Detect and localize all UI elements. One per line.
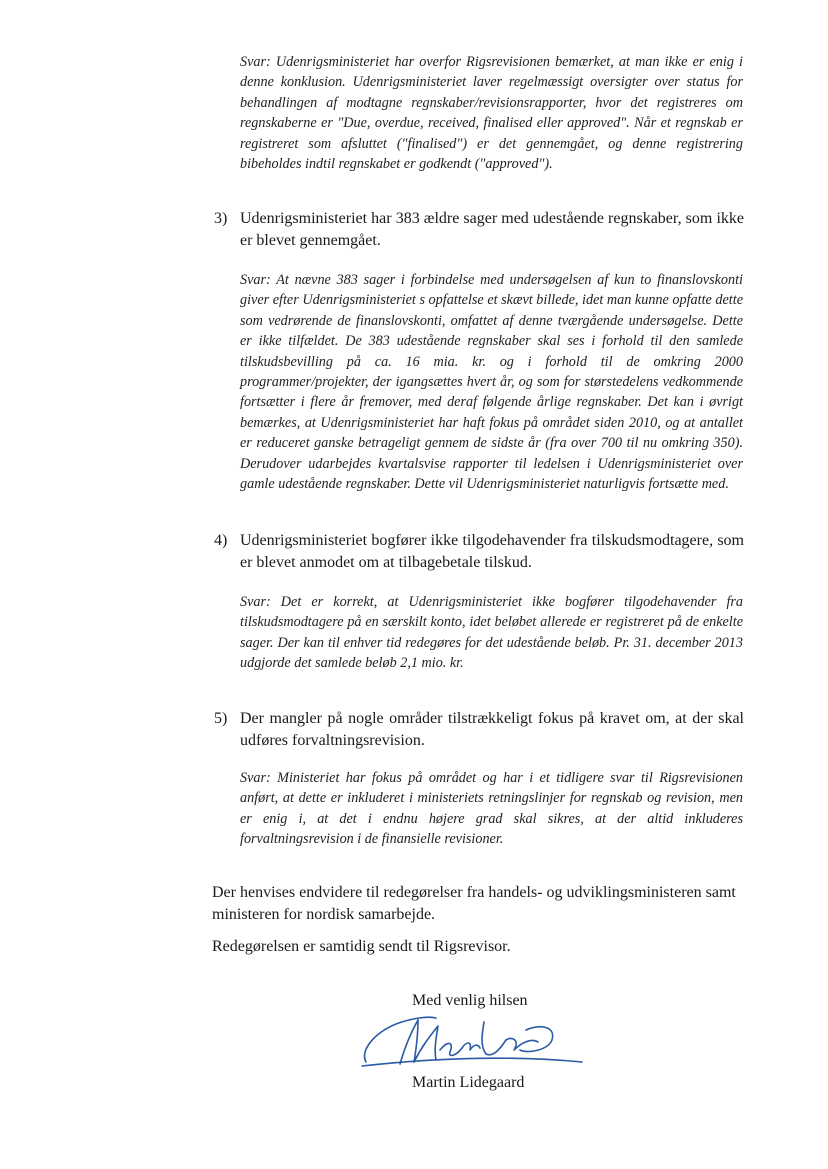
closing-paragraph: Der henvises endvidere til redegørelser fra handels- og udviklingsministeren samt ministeren for nordisk samarbejde. [212,884,736,923]
greeting: Med venlig hilsen [412,992,528,1009]
item-text: Udenrigsministeriet bogfører ikke tilgodehavender fra tilskudsmodtagere, som er blevet anmodet om at tilbagebetale tilskud. [240,532,744,571]
item-number: 5) [214,710,228,727]
signer-name: Martin Lidegaard [412,1074,525,1091]
numbered-item [214,708,744,754]
closing-paragraph: Redegørelsen er samtidig sendt til Rigsrevisor. [212,938,511,955]
numbered-item [214,530,744,576]
signature [356,1006,586,1070]
answer-paragraph: Svar: Ministeriet har fokus på området og har i et tidligere svar til Rigsrevisionen anført, at dette er inkluderet i ministeriets retningslinjer for regnskab og revision, men er enig i, at det i endnu højere grad skal sikres, at der altid inkluderes forvaltningsrevision i de finansielle revisioner. [240,770,743,848]
answer-paragraph: Svar: Det er korrekt, at Udenrigsministeriet ikke bogfører tilgodehavender fra tilskudsmodtagere på en særskilt konto, idet beløbet allerede er registreret på de enkelte sager. Der kan til enhver tid redegøres for det udestående beløb. Pr. 31. december 2013 udgjorde det samlede beløb 2,1 mio. kr. [240,594,743,672]
answer-paragraph: Svar: At nævne 383 sager i forbindelse med undersøgelsen af kun to finanslovskonti giver efter Udenrigsministeriet s opfattelse et skævt billede, idet man kunne opfatte dette som vedrørende de finanslovskonti, omfattet af denne tværgående undersøgelse. Dette er ikke tilfældet. De 383 udestående regnskaber skal ses i forhold til den samlede tilskudsbevilling på ca. 16 mia. kr. og i forhold til de omkring 2000 programmer/projekter, der igangsættes hvert år, og som for størstedelens vedkommende fortsætter i flere år fremover, med deraf følgende årlige regnskaber. Det kan i øvrigt bemærkes, at Udenrigsministeriet har haft fokus på området siden 2010, og at antallet er reduceret ganske betrageligt gennem de sidste år (fra over 700 til nu omkring 350). Derudover udarbejdes kvartalsvise rapporter til ledelsen i Udenrigsministeriet over gamle udestående regnskaber. Dette vil Udenrigsministeriet naturligvis fortsætte med. [240,272,743,493]
item-number: 4) [214,532,228,549]
item-number: 3) [214,210,228,227]
numbered-item [214,208,744,254]
answer-paragraph: Svar: Udenrigsministeriet har overfor Rigsrevisionen bemærket, at man ikke er enig i denne konklusion. Udenrigsministeriet laver regelmæssigt oversigter over status for behandlingen af modtagne regnskaber/revisionsrapporter, hvor det registreres om regnskaberne er "Due, overdue, received, finalised eller approved". Når et regnskab er registreret som afsluttet ("finalised") er det gennemgået, og denne registrering bibeholdes indtil regnskabet er godkendt ("approved"). [240,54,743,173]
item-text: Udenrigsministeriet har 383 ældre sager med udestående regnskaber, som ikke er blevet gennemgået. [240,210,744,249]
item-text: Der mangler på nogle områder tilstrækkeligt fokus på kravet om, at der skal udføres forvaltningsrevision. [240,710,744,749]
